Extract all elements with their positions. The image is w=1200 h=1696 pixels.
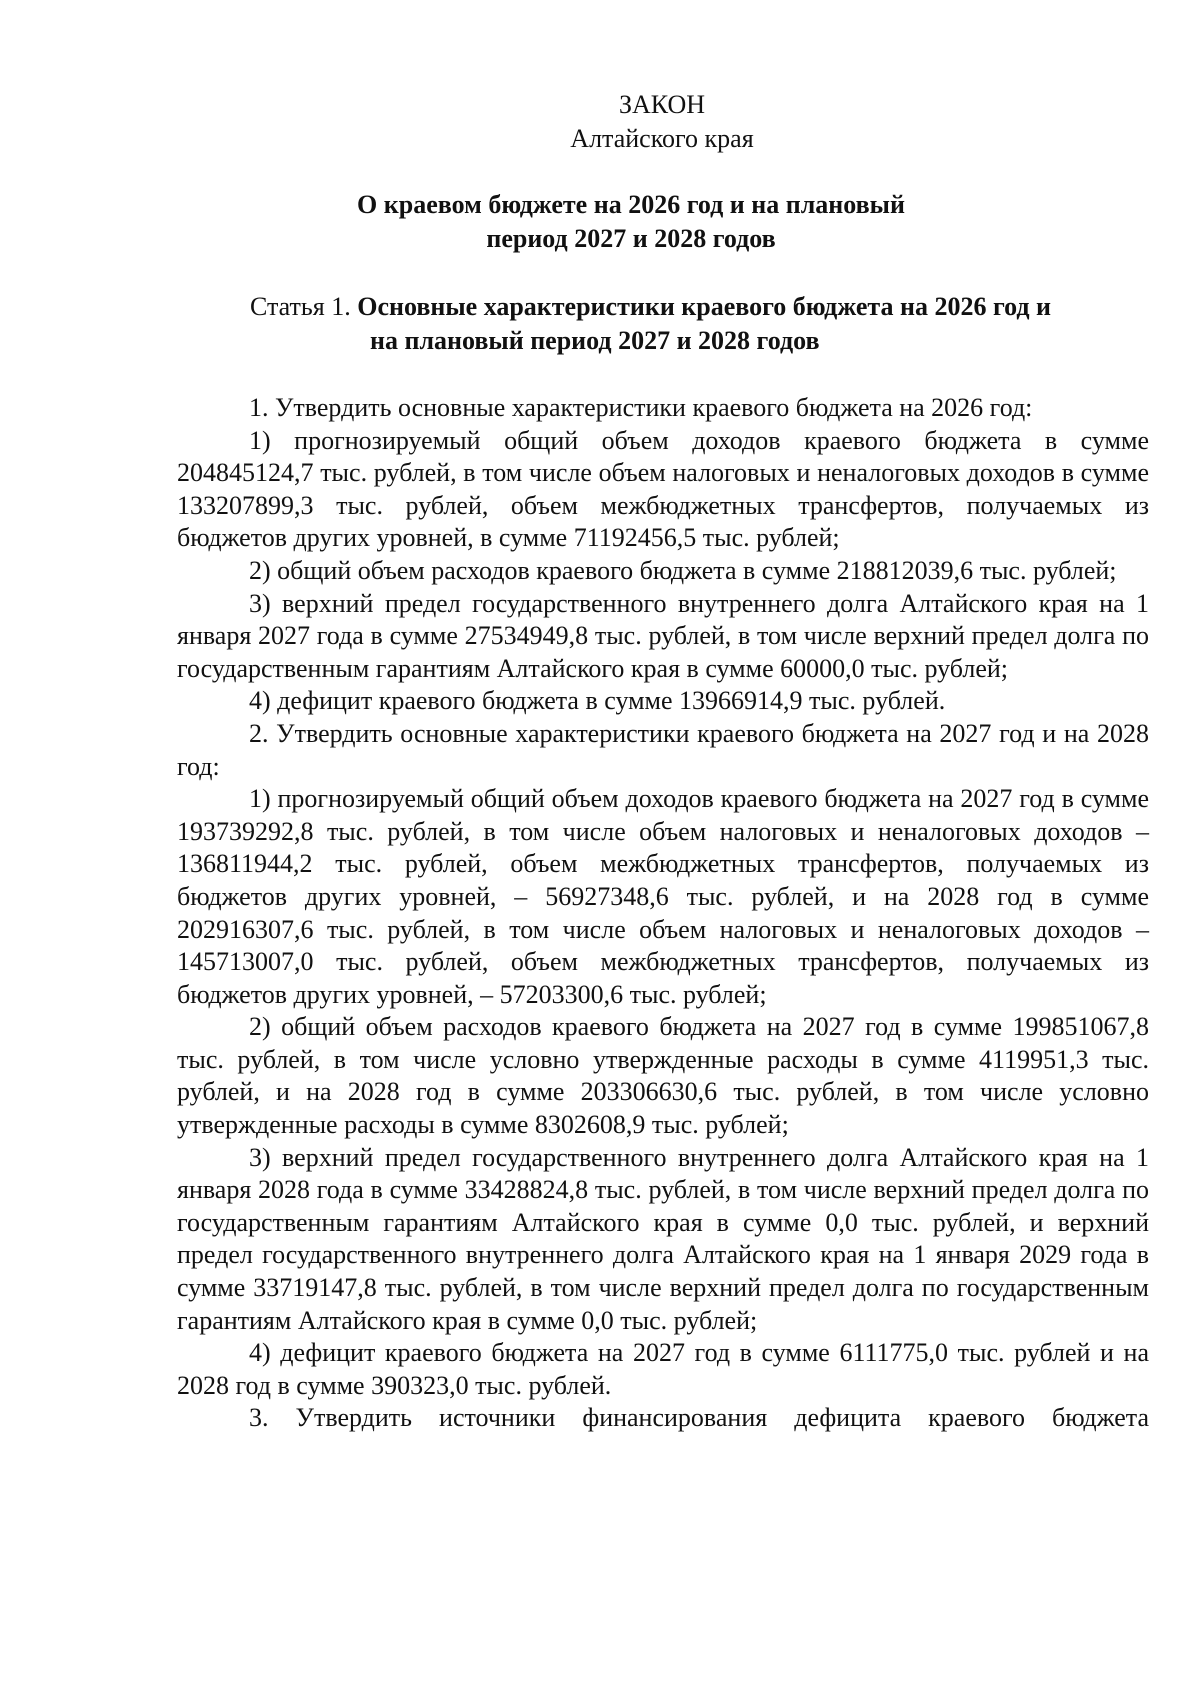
article-title-line-2: на плановый период 2027 и 2028 годов — [370, 326, 820, 355]
law-heading: ЗАКОН — [618, 90, 706, 119]
law-title-line-1: О краевом бюджете на 2026 год и на плановый — [357, 190, 905, 219]
paragraph: 1. Утвердить основные характеристики краевого бюджета на 2026 год: — [249, 393, 1033, 422]
region-heading: Алтайского края — [570, 124, 754, 153]
article-body — [177, 392, 1149, 1435]
paragraph: 2. Утвердить основные характеристики краевого бюджета на 2027 год и на 2028 год: — [177, 718, 1149, 781]
paragraph: 2) общий объем расходов краевого бюджета в сумме 218812039,6 тыс. рублей; — [249, 555, 1117, 585]
article-label: Статья 1. — [250, 292, 351, 321]
paragraph: 2) общий объем расходов краевого бюджета на 2027 год в сумме 199851067,8 тыс. рублей, в том числе условно утвержденные расходы в сумме 4119951,3 тыс. рублей, и на 2028 год в сумме 203306630,6 тыс. рублей, в том числе условно утвержденные расходы в сумме 8302608,9 тыс. рублей; — [177, 1012, 1149, 1140]
law-title-line-2: период 2027 и 2028 годов — [486, 224, 776, 253]
article-title-line-1: Основные характеристики краевого бюджета на 2026 год и — [357, 292, 1051, 321]
article-heading — [250, 290, 1150, 358]
paragraph: 3) верхний предел государственного внутреннего долга Алтайского края на 1 января 2028 года в сумме 33428824,8 тыс. рублей, в том числе верхний предел долга по государственным гарантиям Алтайского края в сумме 0,0 тыс. рублей, и верхний предел государственного внутреннего долга Алтайского края на 1 января 2029 года в сумме 33719147,8 тыс. рублей, в том числе верхний предел долга по государственным гарантиям Алтайского края в сумме 0,0 тыс. рублей; — [177, 1142, 1149, 1335]
paragraph: 3. Утвердить источники финансирования дефицита краевого бюджета — [249, 1403, 1149, 1433]
law-title — [0, 188, 1200, 256]
paragraph: 3) верхний предел государственного внутреннего долга Алтайского края на 1 января 2027 года в сумме 27534949,8 тыс. рублей, в том числе верхний предел долга по государственным гарантиям Алтайского края в сумме 60000,0 тыс. рублей; — [177, 588, 1149, 683]
paragraph: 4) дефицит краевого бюджета в сумме 13966914,9 тыс. рублей. — [249, 686, 946, 716]
paragraph: 1) прогнозируемый общий объем доходов краевого бюджета в сумме 204845124,7 тыс. рублей, в том числе объем налоговых и неналоговых доходов в сумме 133207899,3 тыс. рублей, объем межбюджетных трансфертов, получаемых из бюджетов других уровней, в сумме 71192456,5 тыс. рублей; — [177, 425, 1149, 553]
paragraph: 4) дефицит краевого бюджета на 2027 год в сумме 6111775,0 тыс. рублей и на 2028 год в сумме 390323,0 тыс. рублей. — [177, 1338, 1149, 1400]
paragraph: 1) прогнозируемый общий объем доходов краевого бюджета на 2027 год в сумме 193739292,8 тыс. рублей, в том числе объем налоговых и неналоговых доходов – 136811944,2 тыс. рублей, объем межбюджетных трансфертов, получаемых из бюджетов других уровней, – 56927348,6 тыс. рублей, и на 2028 год в сумме 202916307,6 тыс. рублей, в том числе объем налоговых и неналоговых доходов – 145713007,0 тыс. рублей, объем межбюджетных трансфертов, получаемых из бюджетов других уровней, – 57203300,6 тыс. рублей; — [177, 784, 1149, 1009]
